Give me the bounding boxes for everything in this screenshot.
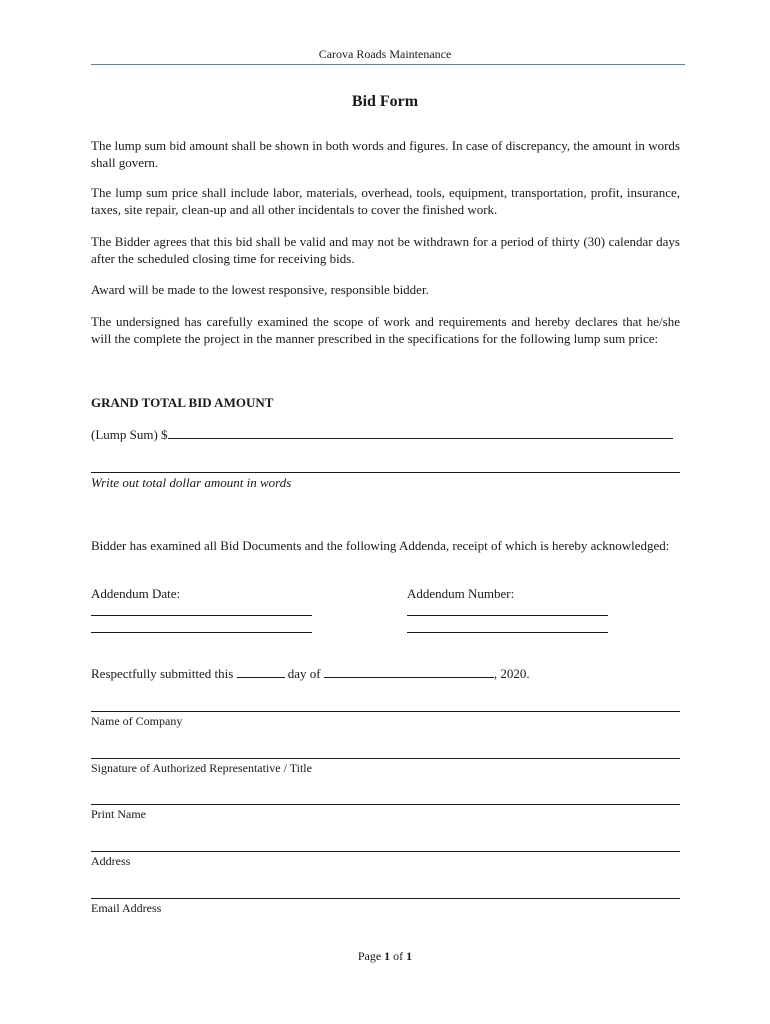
signature-field[interactable]	[91, 758, 680, 759]
lump-sum-row	[91, 426, 680, 443]
company-name-field[interactable]	[91, 711, 680, 712]
lump-sum-label: (Lump Sum) $	[91, 427, 168, 442]
print-name-field[interactable]	[91, 804, 680, 805]
amount-in-words-field[interactable]	[91, 472, 680, 473]
address-field[interactable]	[91, 851, 680, 852]
email-address-field[interactable]	[91, 898, 680, 899]
paragraph-declaration: The undersigned has carefully examined the scope of work and requirements and hereby declares that he/she will the complete the project in the manner prescribed in the specifications for the following lump sum price:	[91, 314, 680, 346]
addendum-number-label: Addendum Number:	[407, 586, 515, 601]
submission-prefix: Respectfully submitted this	[91, 666, 234, 681]
addendum-date-label: Addendum Date:	[91, 586, 181, 601]
document-title: Bid Form	[351, 93, 419, 110]
paragraph-lump-sum-includes: The lump sum price shall include labor, materials, overhead, tools, equipment, transportation, profit, insurance, taxes, site repair, clean-up and all other incidentals to cover the finished work.	[91, 185, 680, 217]
submission-day-of: day of	[287, 666, 321, 681]
company-name-label: Name of Company	[91, 714, 183, 728]
lump-sum-amount-field[interactable]	[168, 426, 673, 439]
addendum-number-field-1[interactable]	[407, 615, 608, 616]
submission-row	[91, 665, 530, 682]
submission-year: , 2020.	[493, 666, 530, 681]
paragraph-validity: The Bidder agrees that this bid shall be valid and may not be withdrawn for a period of thirty (30) calendar days after the scheduled closing time for receiving bids.	[91, 234, 680, 266]
email-address-label: Email Address	[91, 901, 162, 915]
addendum-date-field-2[interactable]	[91, 632, 312, 633]
addenda-statement: Bidder has examined all Bid Documents and the following Addenda, receipt of which is hereby acknowledged:	[91, 538, 670, 553]
submission-day-field[interactable]	[237, 665, 285, 678]
amount-in-words-caption: Write out total dollar amount in words	[91, 475, 292, 490]
page-prefix: Page	[357, 949, 382, 963]
address-label: Address	[91, 854, 131, 868]
document-header: Carova Roads Maintenance	[318, 47, 452, 61]
submission-month-field[interactable]	[324, 665, 494, 678]
addendum-number-field-2[interactable]	[407, 632, 608, 633]
page-footer	[0, 949, 770, 964]
paragraph-award: Award will be made to the lowest responsive, responsible bidder.	[91, 282, 429, 297]
page-number: 1	[384, 949, 391, 963]
grand-total-heading: GRAND TOTAL BID AMOUNT	[91, 395, 274, 410]
page-total: 1	[406, 949, 413, 963]
print-name-label: Print Name	[91, 807, 146, 821]
signature-label: Signature of Authorized Representative / Title	[91, 761, 312, 775]
paragraph-bid-amount: The lump sum bid amount shall be shown in both words and figures. In case of discrepancy, the amount in words shall govern.	[91, 138, 680, 170]
page-of: of	[393, 949, 404, 963]
header-rule	[91, 64, 685, 65]
addendum-date-field-1[interactable]	[91, 615, 312, 616]
